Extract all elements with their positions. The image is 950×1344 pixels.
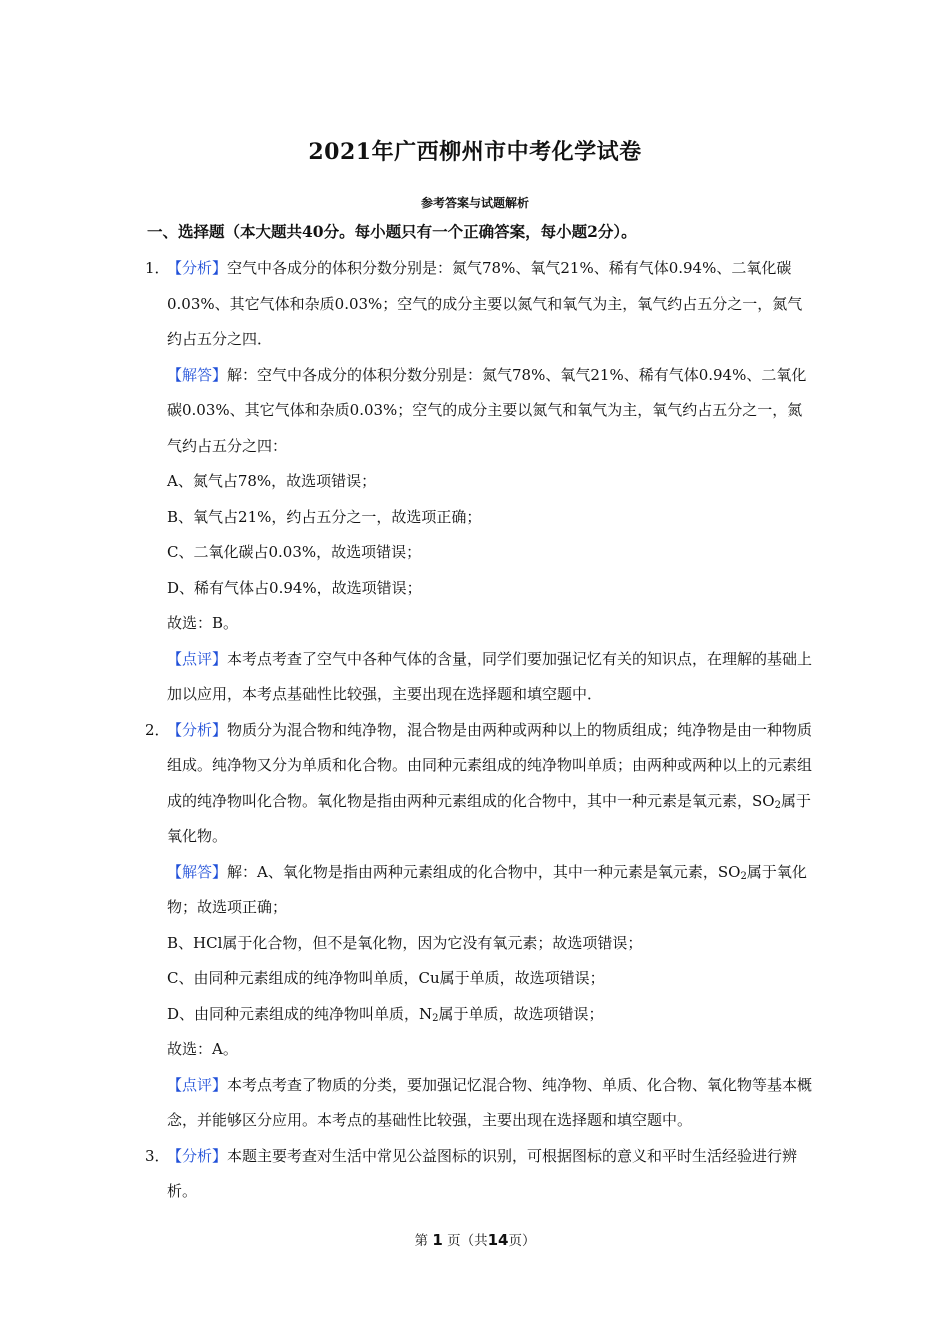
question-1	[145, 251, 815, 713]
final-choice: 故选：B。	[167, 614, 239, 632]
total-pages: 14	[487, 1231, 509, 1249]
comment-tag: 【点评】	[167, 649, 228, 668]
analysis-text: 本题主要考查对生活中常见公益图标的识别，可根据图标的意义和平时生活经验进行辨析。	[167, 1146, 798, 1200]
option-b: B、HCl属于化合物，但不是氧化物，因为它没有氧元素；故选项错误；	[167, 933, 643, 952]
answer-paragraph	[167, 358, 815, 465]
answer-text-end: 属于氧化物；故选项正确；	[167, 862, 807, 916]
option-a: A、氮气占78%，故选项错误；	[167, 472, 377, 490]
question-number: 2．	[145, 720, 170, 739]
analysis-tag: 【分析】	[167, 720, 228, 739]
question-number: 1．	[145, 259, 170, 277]
option-d-text: D、由同种元素组成的纯净物叫单质，N	[167, 1004, 433, 1023]
analysis-text: 物质分为混合物和纯净物，混合物是由两种或两种以上的物质组成；纯净物是由一种物质组成。纯净物又分为单质和化合物。由同种元素组成的纯净物叫单质；由两种或两种以上的元素组成的纯净物叫化合物。氧化物是指由两种元素组成的化合物中，其中一种元素是氧元素，SO	[167, 720, 813, 810]
option-b: B、氧气占21%，约占五分之一，故选项正确；	[167, 507, 482, 526]
analysis-paragraph	[167, 713, 815, 855]
option-d: D、稀有气体占0.94%，故选项错误；	[167, 578, 422, 597]
comment-text: 本考点考查了空气中各种气体的含量，同学们要加强记忆有关的知识点，在理解的基础上加以应用，本考点基础性比较强，主要出现在选择题和填空题中．	[167, 649, 813, 703]
question-number: 3．	[145, 1146, 170, 1165]
footer-suffix: 页）	[508, 1233, 536, 1249]
answer-text: 解：空气中各成分的体积分数分别是：氮气78%、氧气21%、稀有气体0.94%、二氧化碳0.03%、其它气体和杂质0.03%；空气的成分主要以氮气和氧气为主，氧气约占五分之一，氮气约占五分之四：	[167, 365, 807, 455]
comment-text: 本考点考查了物质的分类，要加强记忆混合物、纯净物、单质、化合物、氧化物等基本概念，并能够区分应用。本考点的基础性比较强，主要出现在选择题和填空题中。	[167, 1075, 813, 1129]
comment-tag: 【点评】	[167, 1075, 228, 1094]
answer-text: 解：A、氧化物是指由两种元素组成的化合物中，其中一种元素是氧元素，SO	[227, 862, 741, 881]
question-3	[145, 1139, 815, 1210]
answer-tag: 【解答】	[167, 862, 228, 881]
option-c: C、二氧化碳占0.03%，故选项错误；	[167, 543, 422, 561]
comment-paragraph	[167, 642, 815, 713]
subscript: 2	[740, 870, 747, 882]
comment-paragraph	[167, 1068, 815, 1139]
analysis-paragraph	[167, 251, 815, 358]
answers-content	[145, 251, 815, 1210]
page-subtitle: 参考答案与试题解析	[420, 196, 529, 210]
option-c: C、由同种元素组成的纯净物叫单质，Cu属于单质，故选项错误；	[167, 969, 605, 987]
analysis-text-end: 属于氧化物。	[167, 791, 811, 845]
analysis-tag: 【分析】	[167, 259, 228, 277]
final-choice: 故选：A。	[167, 1040, 238, 1058]
option-d-text-end: 属于单质，故选项错误；	[438, 1004, 604, 1023]
analysis-paragraph	[167, 1139, 815, 1210]
analysis-tag: 【分析】	[167, 1146, 228, 1165]
subscript: 2	[432, 1012, 439, 1024]
answer-tag: 【解答】	[167, 365, 228, 384]
option-d	[167, 997, 815, 1033]
question-2	[145, 713, 815, 1139]
section-heading: 一、选择题（本大题共40分。每小题只有一个正确答案，每小题2分）。	[147, 222, 637, 241]
page-number: 1	[432, 1231, 443, 1249]
footer-prefix: 第	[414, 1233, 429, 1249]
analysis-text: 空气中各成分的体积分数分别是：氮气78%、氧气21%、稀有气体0.94%、二氧化碳0.03%、其它气体和杂质0.03%；空气的成分主要以氮气和氧气为主，氧气约占五分之一，氮气约占五分之四．	[167, 259, 803, 348]
subscript: 2	[774, 799, 781, 811]
answer-paragraph	[167, 855, 815, 926]
page-footer	[0, 1229, 950, 1249]
footer-mid: 页（共	[447, 1233, 488, 1249]
page-title: 2021年广西柳州市中考化学试卷	[308, 139, 642, 165]
